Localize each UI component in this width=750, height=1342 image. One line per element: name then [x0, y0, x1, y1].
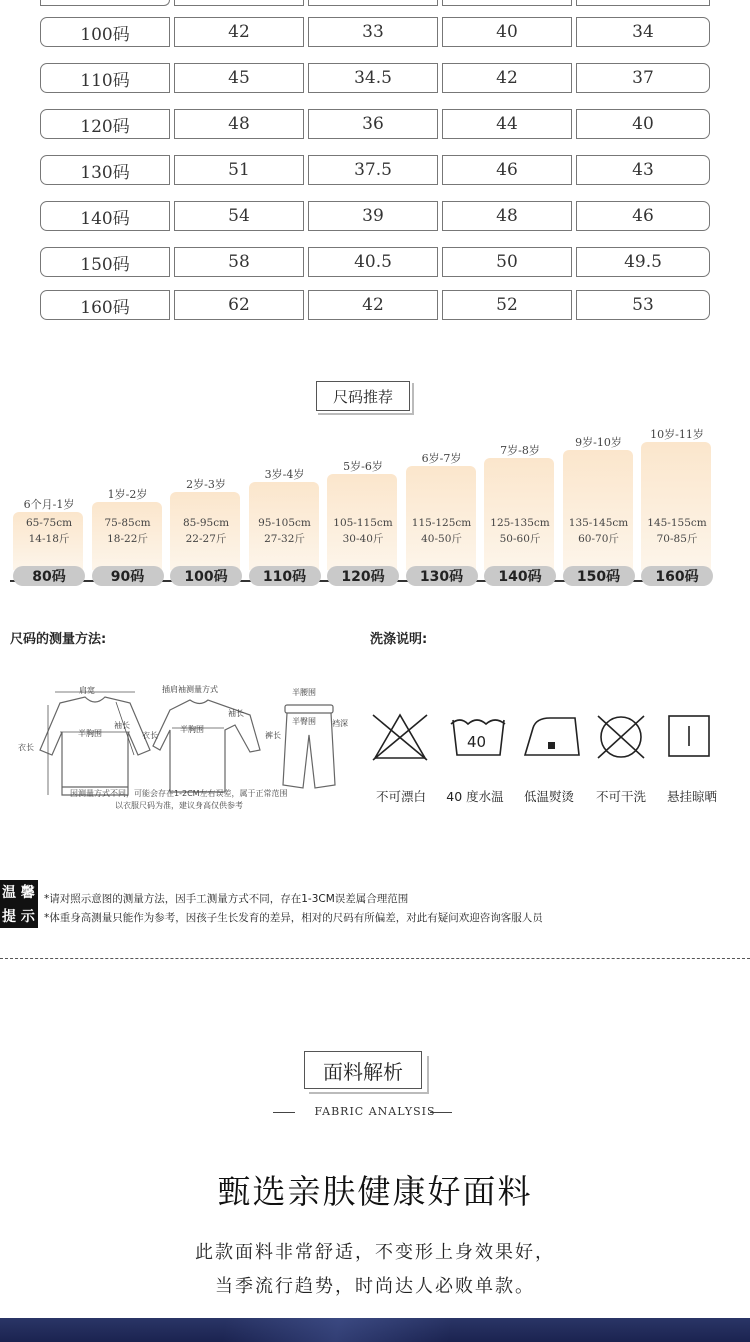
size-bar [170, 492, 240, 570]
tip-badge-top: 温 馨 [2, 885, 35, 901]
bar-height-label: 115-125cm [411, 517, 472, 529]
table-cell: 100码 [40, 17, 170, 47]
hang-dry-icon [669, 716, 709, 756]
table-cell: 51 [174, 155, 304, 185]
table-cell: 40.5 [308, 247, 438, 277]
size-bar [484, 458, 554, 570]
table-cell: 46 [442, 155, 572, 185]
bar-age-label: 2岁-3岁 [186, 478, 226, 491]
bar-height-label: 145-155cm [647, 517, 707, 529]
size-pill: 150码 [563, 566, 635, 586]
table-row [40, 17, 710, 47]
pants-length-label: 裤长 [265, 731, 281, 740]
bar-age-label: 6岁-7岁 [421, 452, 462, 465]
size-recommend-chart [10, 430, 710, 590]
table-row [40, 201, 710, 231]
size-pill: 120码 [327, 566, 399, 586]
table-cell: 50 [442, 247, 572, 277]
size-pill: 140码 [484, 566, 556, 586]
size-bar [641, 442, 711, 570]
bar-height-label: 75-85cm [104, 517, 151, 529]
bar-weight-label: 18-22斤 [107, 533, 148, 545]
bar-weight-label: 70-85斤 [656, 533, 698, 545]
wash-icons [365, 710, 725, 770]
table-cell: 42 [442, 63, 572, 93]
size-pill: 110码 [249, 566, 321, 586]
bar-weight-label: 40-50斤 [421, 533, 462, 545]
bar-weight-label: 50-60斤 [499, 533, 541, 545]
bar-weight-label: 22-27斤 [185, 533, 227, 545]
table-row-fragment [40, 0, 170, 6]
bar-height-label: 95-105cm [258, 517, 311, 529]
wash-temp: 40 [467, 733, 487, 751]
recommend-title-box [316, 381, 410, 411]
table-cell: 49.5 [576, 247, 710, 277]
table-cell: 34.5 [308, 63, 438, 93]
no-bleach-icon [373, 715, 427, 760]
table-cell: 52 [442, 290, 572, 320]
bar-weight-label: 60-70斤 [578, 533, 619, 545]
bar-weight-label: 27-32斤 [264, 533, 305, 545]
tip-line-2: *体重身高测量只能作为参考，因孩子生长发育的差异，相对的尺码有所偏差，对此有疑问欢迎咨询客服人员 [44, 912, 543, 924]
care-label: 40 度水温 [446, 789, 504, 804]
bar-age-label: 1岁-2岁 [107, 488, 148, 501]
bar-weight-label: 30-40斤 [342, 533, 384, 545]
fabric-desc-2: 当季流行趋势，时尚达人必败单款。 [215, 1276, 535, 1297]
fabric-title-box [304, 1051, 422, 1089]
measure-note-1: 因测量方式不同，可能会存在1-2CM左右误差，属于正常范围 [70, 789, 288, 798]
measure-diagram [10, 680, 360, 800]
table-row [40, 155, 710, 185]
size-pill: 90码 [92, 566, 164, 586]
bar-age-label: 9岁-10岁 [575, 436, 622, 449]
bar-age-label: 10岁-11岁 [650, 428, 704, 441]
bar-height-label: 85-95cm [182, 517, 230, 529]
bar-height-label: 125-135cm [490, 517, 550, 529]
chest-label: 半胸围 [78, 729, 102, 738]
fabric-desc-1: 此款面料非常舒适，不变形上身效果好， [195, 1242, 555, 1263]
length-label-raglan: 衣长 [142, 731, 158, 740]
wash-title: 洗涤说明: [370, 632, 428, 647]
tip-badge-bottom: 提 示 [2, 909, 35, 925]
table-cell: 53 [576, 290, 710, 320]
length-label: 衣长 [18, 743, 34, 752]
bar-age-label: 5岁-6岁 [343, 460, 383, 473]
bar-height-label: 65-75cm [25, 517, 73, 529]
table-cell: 150码 [40, 247, 170, 277]
shoulder-label: 肩宽 [79, 686, 95, 695]
bar-height-label: 105-115cm [333, 517, 393, 529]
hip-label: 半臀围 [292, 717, 316, 726]
crotch-label: 裆深 [332, 719, 348, 728]
sleeve-label: 袖长 [114, 721, 130, 730]
care-label: 悬挂晾晒 [666, 789, 717, 804]
table-row [40, 247, 710, 277]
measure-note-2: 以衣服尺码为准，建议身高仅供参考 [115, 801, 243, 810]
size-pill: 100码 [170, 566, 242, 586]
size-pill: 160码 [641, 566, 713, 586]
table-cell: 45 [174, 63, 304, 93]
tip-badge [0, 880, 38, 928]
low-iron-icon [525, 718, 579, 755]
size-pill: 80码 [13, 566, 85, 586]
bar-height-label: 135-145cm [568, 517, 629, 529]
care-label: 低温熨烫 [523, 789, 574, 804]
table-row-fragment [442, 0, 572, 6]
table-cell: 39 [308, 201, 438, 231]
table-cell: 44 [442, 109, 572, 139]
table-cell: 33 [308, 17, 438, 47]
fabric-headline: 甄选亲肤健康好面料 [217, 1172, 533, 1211]
fabric-title: 面料解析 [323, 1059, 403, 1084]
chest-label-raglan: 半胸围 [180, 725, 204, 734]
table-row-fragment [174, 0, 304, 6]
fabric-photo [0, 1318, 750, 1342]
table-cell: 160码 [40, 290, 170, 320]
table-cell: 43 [576, 155, 710, 185]
fabric-subtitle: FABRIC ANALYSIS [314, 1105, 436, 1118]
table-row [40, 63, 710, 93]
bar-weight-label: 14-18斤 [28, 533, 70, 545]
sweater-illustration [40, 697, 150, 795]
table-cell: 46 [576, 201, 710, 231]
table-row-fragment [308, 0, 438, 6]
table-cell: 120码 [40, 109, 170, 139]
raglan-title: 插肩袖测量方式 [162, 685, 218, 694]
table-cell: 36 [308, 109, 438, 139]
table-cell: 140码 [40, 201, 170, 231]
table-cell: 48 [442, 201, 572, 231]
bar-age-label: 6个月-1岁 [23, 498, 75, 511]
bar-age-label: 7岁-8岁 [500, 444, 540, 457]
table-cell: 40 [576, 109, 710, 139]
table-cell: 37.5 [308, 155, 438, 185]
table-cell: 130码 [40, 155, 170, 185]
table-cell: 62 [174, 290, 304, 320]
size-pill: 130码 [406, 566, 478, 586]
waist-label: 半腰围 [292, 688, 316, 697]
table-row-fragment [576, 0, 710, 6]
table-cell: 40 [442, 17, 572, 47]
table-cell: 37 [576, 63, 710, 93]
dashed-divider [0, 958, 750, 959]
table-cell: 48 [174, 109, 304, 139]
table-cell: 54 [174, 201, 304, 231]
table-cell: 34 [576, 17, 710, 47]
table-cell: 110码 [40, 63, 170, 93]
no-dry-clean-icon [598, 716, 644, 758]
table-cell: 42 [308, 290, 438, 320]
sleeve-label-raglan: 袖长 [228, 709, 244, 718]
table-cell: 42 [174, 17, 304, 47]
size-bar [563, 450, 633, 570]
care-label: 不可干洗 [595, 789, 646, 804]
table-row [40, 109, 710, 139]
recommend-title: 尺码推荐 [332, 387, 393, 406]
tip-line-1: *请对照示意图的测量方法，因手工测量方式不同，存在1-3CM误差属合理范围 [44, 893, 409, 905]
table-row [40, 290, 710, 320]
measure-title: 尺码的测量方法: [10, 632, 107, 647]
care-label: 不可漂白 [375, 789, 426, 804]
bar-age-label: 3岁-4岁 [264, 468, 305, 481]
table-cell: 58 [174, 247, 304, 277]
